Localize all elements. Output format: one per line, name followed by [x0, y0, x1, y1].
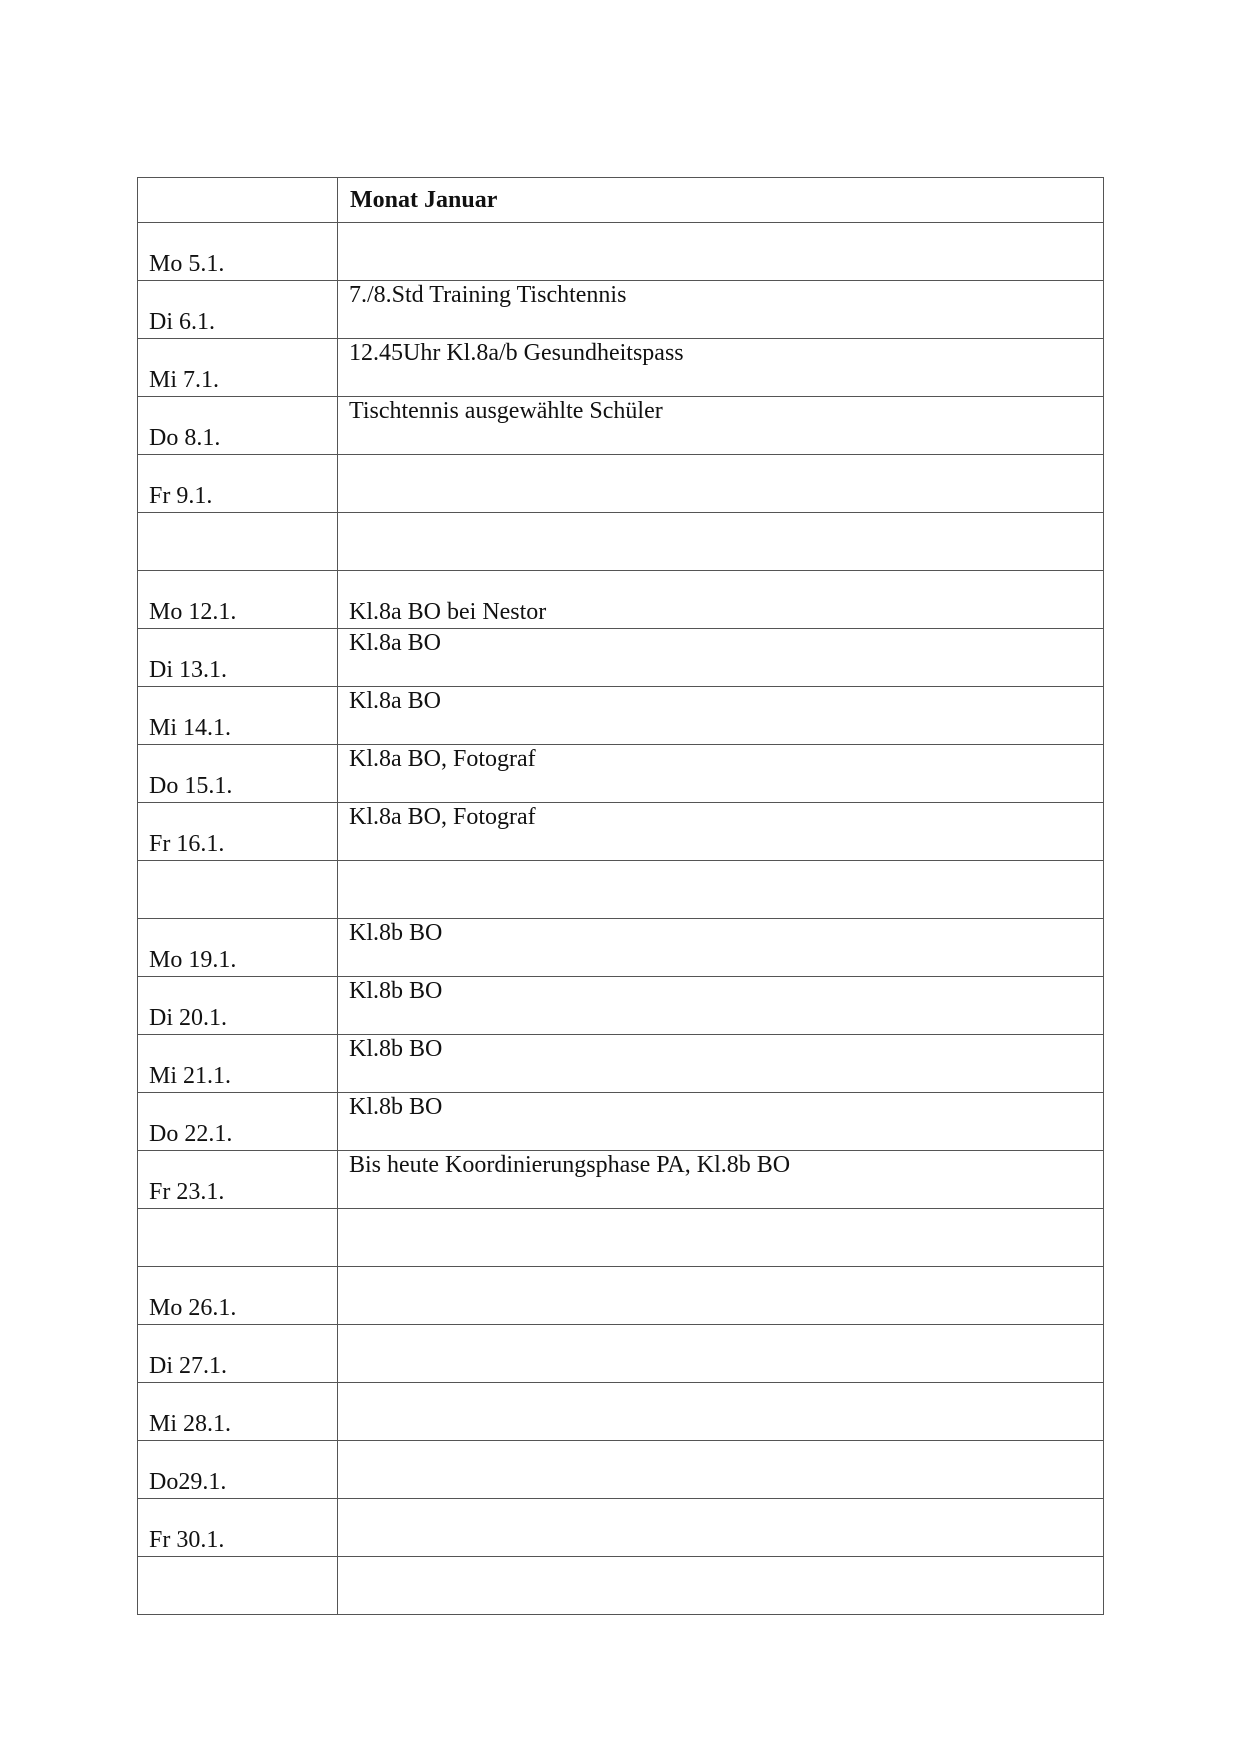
table-row [138, 1325, 1104, 1383]
date-cell: Mo 26.1. [138, 1267, 338, 1325]
table-row [138, 397, 1104, 455]
entry-cell [338, 1383, 1104, 1441]
table-row [138, 803, 1104, 861]
date-cell: Di 20.1. [138, 977, 338, 1035]
page-title: Monat Januar [338, 178, 1104, 223]
entry-cell: Kl.8a BO, Fotograf [338, 803, 1104, 861]
header-empty-cell [138, 178, 338, 223]
entry-cell [338, 513, 1104, 571]
table-row [138, 571, 1104, 629]
date-cell: Di 27.1. [138, 1325, 338, 1383]
date-cell: Do 8.1. [138, 397, 338, 455]
table-row [138, 1383, 1104, 1441]
date-cell [138, 1209, 338, 1267]
table-row [138, 1151, 1104, 1209]
table-row [138, 1499, 1104, 1557]
date-cell [138, 1557, 338, 1615]
date-cell [138, 513, 338, 571]
entry-cell: Kl.8b BO [338, 977, 1104, 1035]
table-row [138, 1267, 1104, 1325]
entry-cell: Kl.8a BO [338, 687, 1104, 745]
table-row [138, 339, 1104, 397]
date-cell: Mo 19.1. [138, 919, 338, 977]
entry-cell: 12.45Uhr Kl.8a/b Gesundheitspass [338, 339, 1104, 397]
date-cell: Do 15.1. [138, 745, 338, 803]
entry-cell: Kl.8a BO bei Nestor [338, 571, 1104, 629]
entry-cell: Kl.8a BO [338, 629, 1104, 687]
date-cell: Mi 28.1. [138, 1383, 338, 1441]
table-row [138, 1557, 1104, 1615]
date-cell: Mo 12.1. [138, 571, 338, 629]
entry-cell: Kl.8b BO [338, 1035, 1104, 1093]
date-cell: Fr 16.1. [138, 803, 338, 861]
entry-cell: Bis heute Koordinierungsphase PA, Kl.8b BO [338, 1151, 1104, 1209]
date-cell: Mi 14.1. [138, 687, 338, 745]
table-row [138, 455, 1104, 513]
table-row [138, 1209, 1104, 1267]
date-cell: Do29.1. [138, 1441, 338, 1499]
date-cell: Fr 30.1. [138, 1499, 338, 1557]
date-cell: Fr 9.1. [138, 455, 338, 513]
entry-cell [338, 1325, 1104, 1383]
header-row [138, 178, 1104, 223]
table-row [138, 1035, 1104, 1093]
entry-cell [338, 455, 1104, 513]
table-row [138, 629, 1104, 687]
entry-cell: Kl.8a BO, Fotograf [338, 745, 1104, 803]
entry-cell [338, 223, 1104, 281]
date-cell: Mo 5.1. [138, 223, 338, 281]
table-row [138, 223, 1104, 281]
entry-cell [338, 1441, 1104, 1499]
date-cell: Mi 7.1. [138, 339, 338, 397]
entry-cell [338, 861, 1104, 919]
table-row [138, 977, 1104, 1035]
table-row [138, 861, 1104, 919]
table-row [138, 745, 1104, 803]
table-row [138, 919, 1104, 977]
date-cell: Di 13.1. [138, 629, 338, 687]
entry-cell [338, 1557, 1104, 1615]
entry-cell: Kl.8b BO [338, 1093, 1104, 1151]
table-row [138, 513, 1104, 571]
date-cell: Mi 21.1. [138, 1035, 338, 1093]
date-cell: Di 6.1. [138, 281, 338, 339]
table-row [138, 1093, 1104, 1151]
table-row [138, 1441, 1104, 1499]
date-cell: Fr 23.1. [138, 1151, 338, 1209]
schedule-table [137, 177, 1104, 1615]
entry-cell [338, 1209, 1104, 1267]
date-cell [138, 861, 338, 919]
entry-cell: Tischtennis ausgewählte Schüler [338, 397, 1104, 455]
date-cell: Do 22.1. [138, 1093, 338, 1151]
schedule-body [138, 178, 1104, 1615]
entry-cell [338, 1499, 1104, 1557]
entry-cell: 7./8.Std Training Tischtennis [338, 281, 1104, 339]
table-row [138, 281, 1104, 339]
entry-cell [338, 1267, 1104, 1325]
table-row [138, 687, 1104, 745]
entry-cell: Kl.8b BO [338, 919, 1104, 977]
